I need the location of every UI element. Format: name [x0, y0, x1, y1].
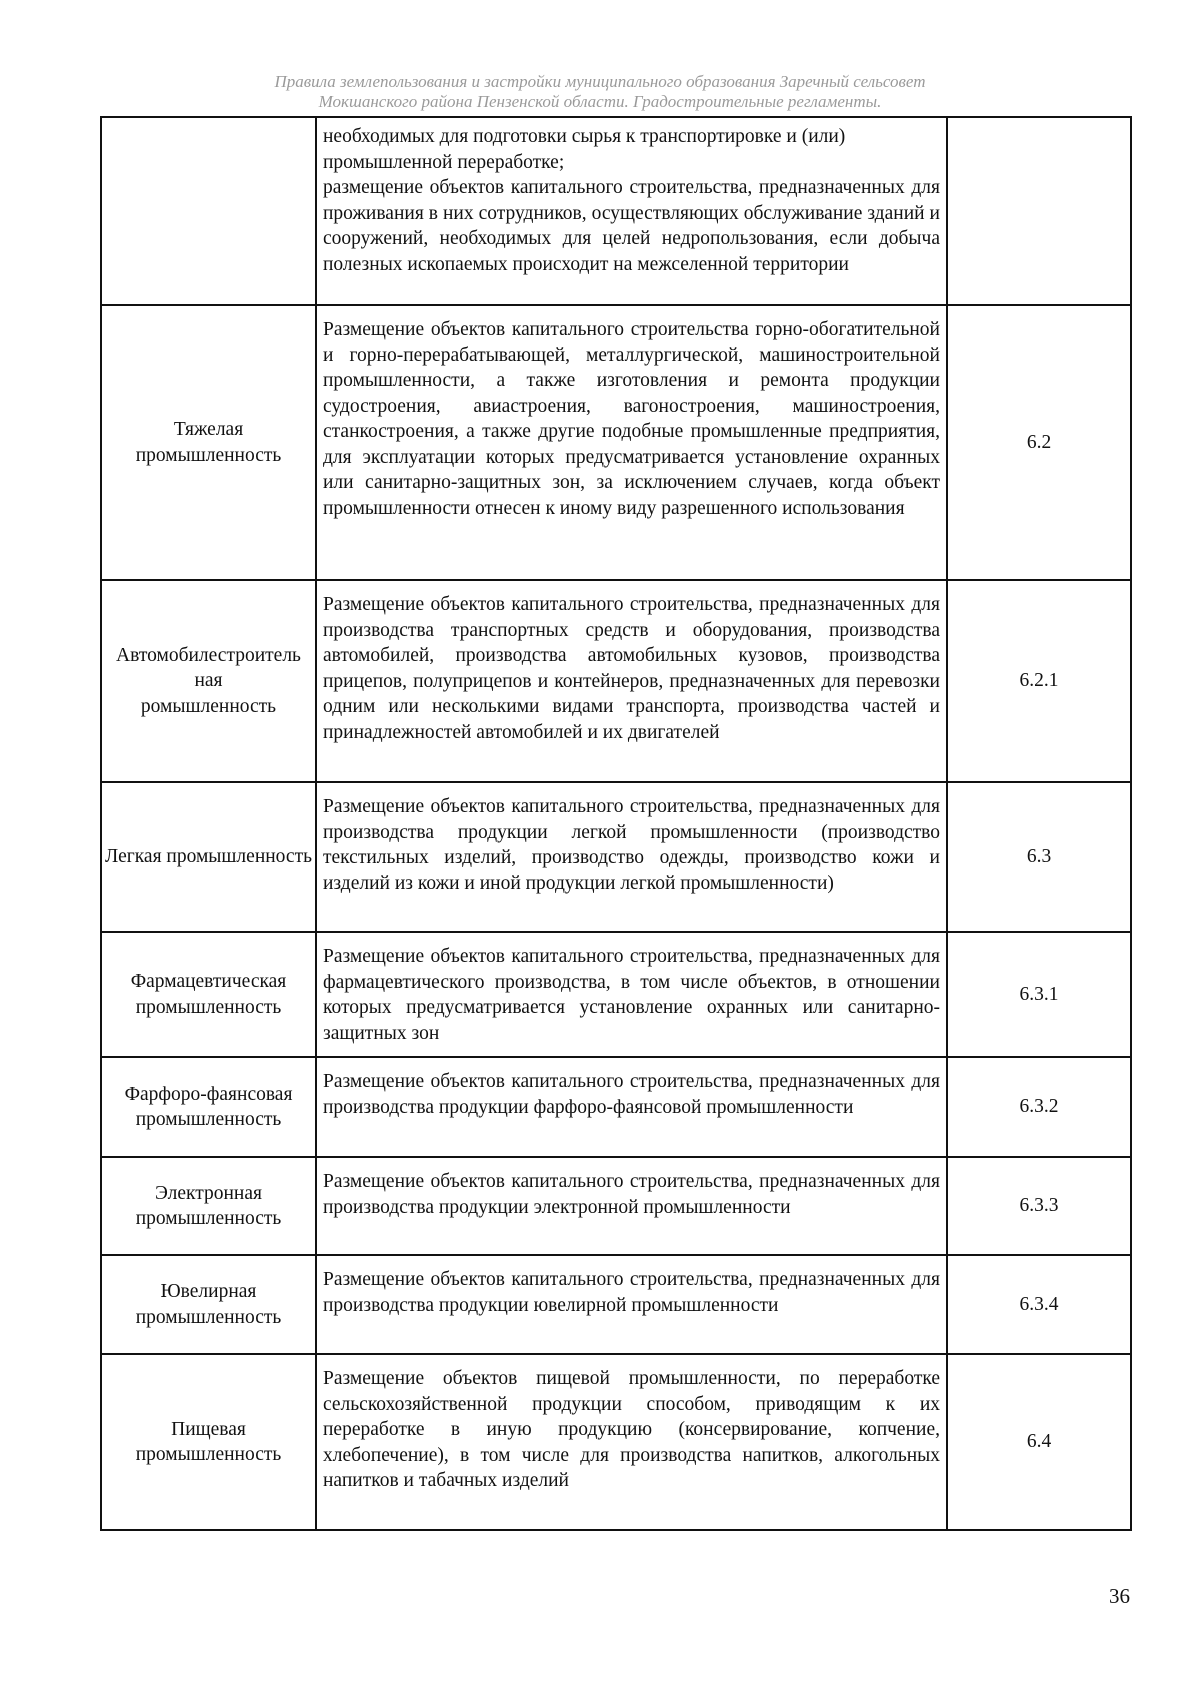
table-row [101, 782, 1131, 932]
table-row [101, 117, 1131, 305]
use-description-cell: Размещение объектов капитального строительства, предназначенных для производства продукции фарфоро-фаянсовой промышленности [316, 1057, 947, 1157]
use-code-cell: 6.2 [947, 305, 1131, 580]
use-name-cell: Ювелирная промышленность [101, 1255, 316, 1354]
use-name-cell [101, 580, 316, 782]
use-description-cell: Размещение объектов капитального строительства, предназначенных для фармацевтического производства, в том числе объектов, в отношении которых предусматривается установление охранных или санитарно-защитных зон [316, 932, 947, 1057]
use-description-cell: Размещение объектов капитального строительства, предназначенных для производства продукции легкой промышленности (производство текстильных изделий, производство одежды, производство кожи и изделий из кожи и иной продукции легкой промышленности) [316, 782, 947, 932]
page-number: 36 [1109, 1584, 1130, 1608]
table-row [101, 1057, 1131, 1157]
use-description-part-1: необходимых для подготовки сырья к транспортировке и (или) промышленной переработке; [323, 126, 846, 173]
use-description-cell: Размещение объектов пищевой промышленности, по переработке сельскохозяйственной продукции способом, приводящим к их переработке в иную продукцию (консервирование, копчение, хлебопечение), в том числе для производства напитков, алкогольных напитков и табачных изделий [316, 1354, 947, 1530]
use-name-cell: Фармацевтическая промышленность [101, 932, 316, 1057]
table-row [101, 305, 1131, 580]
use-code-cell: 6.3.2 [947, 1057, 1131, 1157]
table-row [101, 1255, 1131, 1354]
use-name-cell: Легкая промышленность [101, 782, 316, 932]
use-description-cell: Размещение объектов капитального строительства, предназначенных для производства продукции электронной промышленности [316, 1157, 947, 1255]
table-row [101, 1157, 1131, 1255]
use-description-part-2: размещение объектов капитального строительства, предназначенных для проживания в них сотрудников, осуществляющих обслуживание зданий и сооружений, необходимых для целей недропользования, если добыча полезных ископаемых происходит на межселенной территории [323, 177, 940, 275]
use-description-cell: Размещение объектов капитального строительства горно-обогатительной и горно-перерабатывающей, металлургической, машиностроительной промышленности, а также изготовления и ремонта продукции судостроения, авиастроения, вагоностроения, машиностроения, станкостроения, а также другие подобные промышленные предприятия, для эксплуатации которых предусматривается установление охранных или санитарно-защитных зон, за исключением случаев, когда объект промышленности отнесен к иному виду разрешенного использования [316, 305, 947, 580]
running-header [160, 72, 1040, 112]
use-code-cell: 6.3.4 [947, 1255, 1131, 1354]
table-row [101, 932, 1131, 1057]
use-name-line-2: ная [194, 670, 223, 692]
use-description-cell [316, 117, 947, 305]
land-use-table [100, 116, 1132, 1531]
running-header-line-1: Правила землепользования и застройки муниципального образования Заречный сельсовет [274, 72, 926, 91]
use-code-cell: 6.3.1 [947, 932, 1131, 1057]
use-name-line-1: Автомобилестроитель [116, 644, 301, 666]
use-name-cell: Электронная промышленность [101, 1157, 316, 1255]
running-header-line-2: Мокшанского района Пензенской области. Градостроительные регламенты. [318, 92, 882, 111]
use-description-cell: Размещение объектов капитального строительства, предназначенных для производства продукции ювелирной промышленности [316, 1255, 947, 1354]
use-code-cell: 6.2.1 [947, 580, 1131, 782]
use-code-cell: 6.3.3 [947, 1157, 1131, 1255]
use-name-cell: Тяжелая промышленность [101, 305, 316, 580]
use-description-cell: Размещение объектов капитального строительства, предназначенных для производства транспортных средств и оборудования, производства автомобилей, производства автомобильных кузовов, производства прицепов, полуприцепов и контейнеров, предназначенных для перевозки одним или несколькими видами транспорта, производства частей и принадлежностей автомобилей и их двигателей [316, 580, 947, 782]
use-name-line-3: ромышленность [140, 695, 277, 717]
use-code-cell: 6.3 [947, 782, 1131, 932]
table-row [101, 580, 1131, 782]
use-name-cell: Пищевая промышленность [101, 1354, 316, 1530]
use-code-cell [947, 117, 1131, 305]
table-row [101, 1354, 1131, 1530]
use-name-cell: Фарфоро-фаянсовая промышленность [101, 1057, 316, 1157]
use-code-cell: 6.4 [947, 1354, 1131, 1530]
use-name-cell [101, 117, 316, 305]
